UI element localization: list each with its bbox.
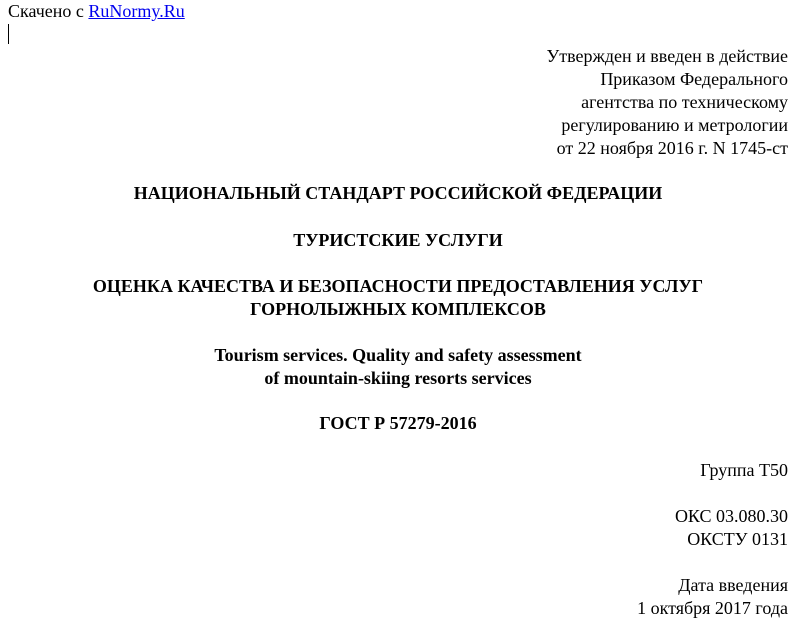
runormy-link[interactable]: RuNormy.Ru bbox=[88, 1, 185, 21]
standard-code-title bbox=[0, 412, 790, 435]
approval-line: агентства по техническому bbox=[581, 92, 788, 112]
approval-line: регулированию и метрологии bbox=[561, 115, 788, 135]
source-line bbox=[8, 0, 185, 23]
introduction-date: 1 октября 2017 года bbox=[637, 598, 788, 618]
group-text: Группа Т50 bbox=[700, 460, 788, 480]
oks-code: ОКС 03.080.30 bbox=[674, 506, 788, 526]
introduction-label: Дата введения bbox=[678, 575, 788, 595]
russian-name-line: ГОРНОЛЫЖНЫХ КОМПЛЕКСОВ bbox=[250, 299, 546, 319]
introduction-date-block bbox=[368, 574, 788, 620]
approval-line: Утвержден и введен в действие bbox=[546, 46, 788, 66]
standard-code-text: ГОСТ Р 57279-2016 bbox=[319, 413, 477, 433]
source-prefix: Скачено с bbox=[8, 1, 84, 21]
topic-title bbox=[0, 229, 790, 252]
classification-block bbox=[368, 505, 788, 551]
standard-type-text: НАЦИОНАЛЬНЫЙ СТАНДАРТ РОССИЙСКОЙ ФЕДЕРАЦИИ bbox=[133, 183, 663, 203]
english-name-line: of mountain-skiing resorts services bbox=[264, 368, 532, 388]
russian-name-line: ОЦЕНКА КАЧЕСТВА И БЕЗОПАСНОСТИ ПРЕДОСТАВЛЕНИЯ УСЛУГ bbox=[92, 276, 704, 296]
standard-type-title bbox=[0, 182, 790, 205]
english-name-title bbox=[0, 344, 790, 390]
approval-line: Приказом Федерального bbox=[600, 69, 788, 89]
group-block bbox=[368, 459, 788, 482]
english-name-line: Tourism services. Quality and safety assessment bbox=[214, 345, 582, 365]
russian-name-title bbox=[0, 275, 790, 321]
approval-line: от 22 ноября 2016 г. N 1745-ст bbox=[556, 138, 788, 158]
text-cursor bbox=[8, 24, 9, 44]
approval-block bbox=[368, 45, 788, 160]
topic-text: ТУРИСТСКИЕ УСЛУГИ bbox=[293, 230, 503, 250]
okstu-code: ОКСТУ 0131 bbox=[687, 529, 788, 549]
